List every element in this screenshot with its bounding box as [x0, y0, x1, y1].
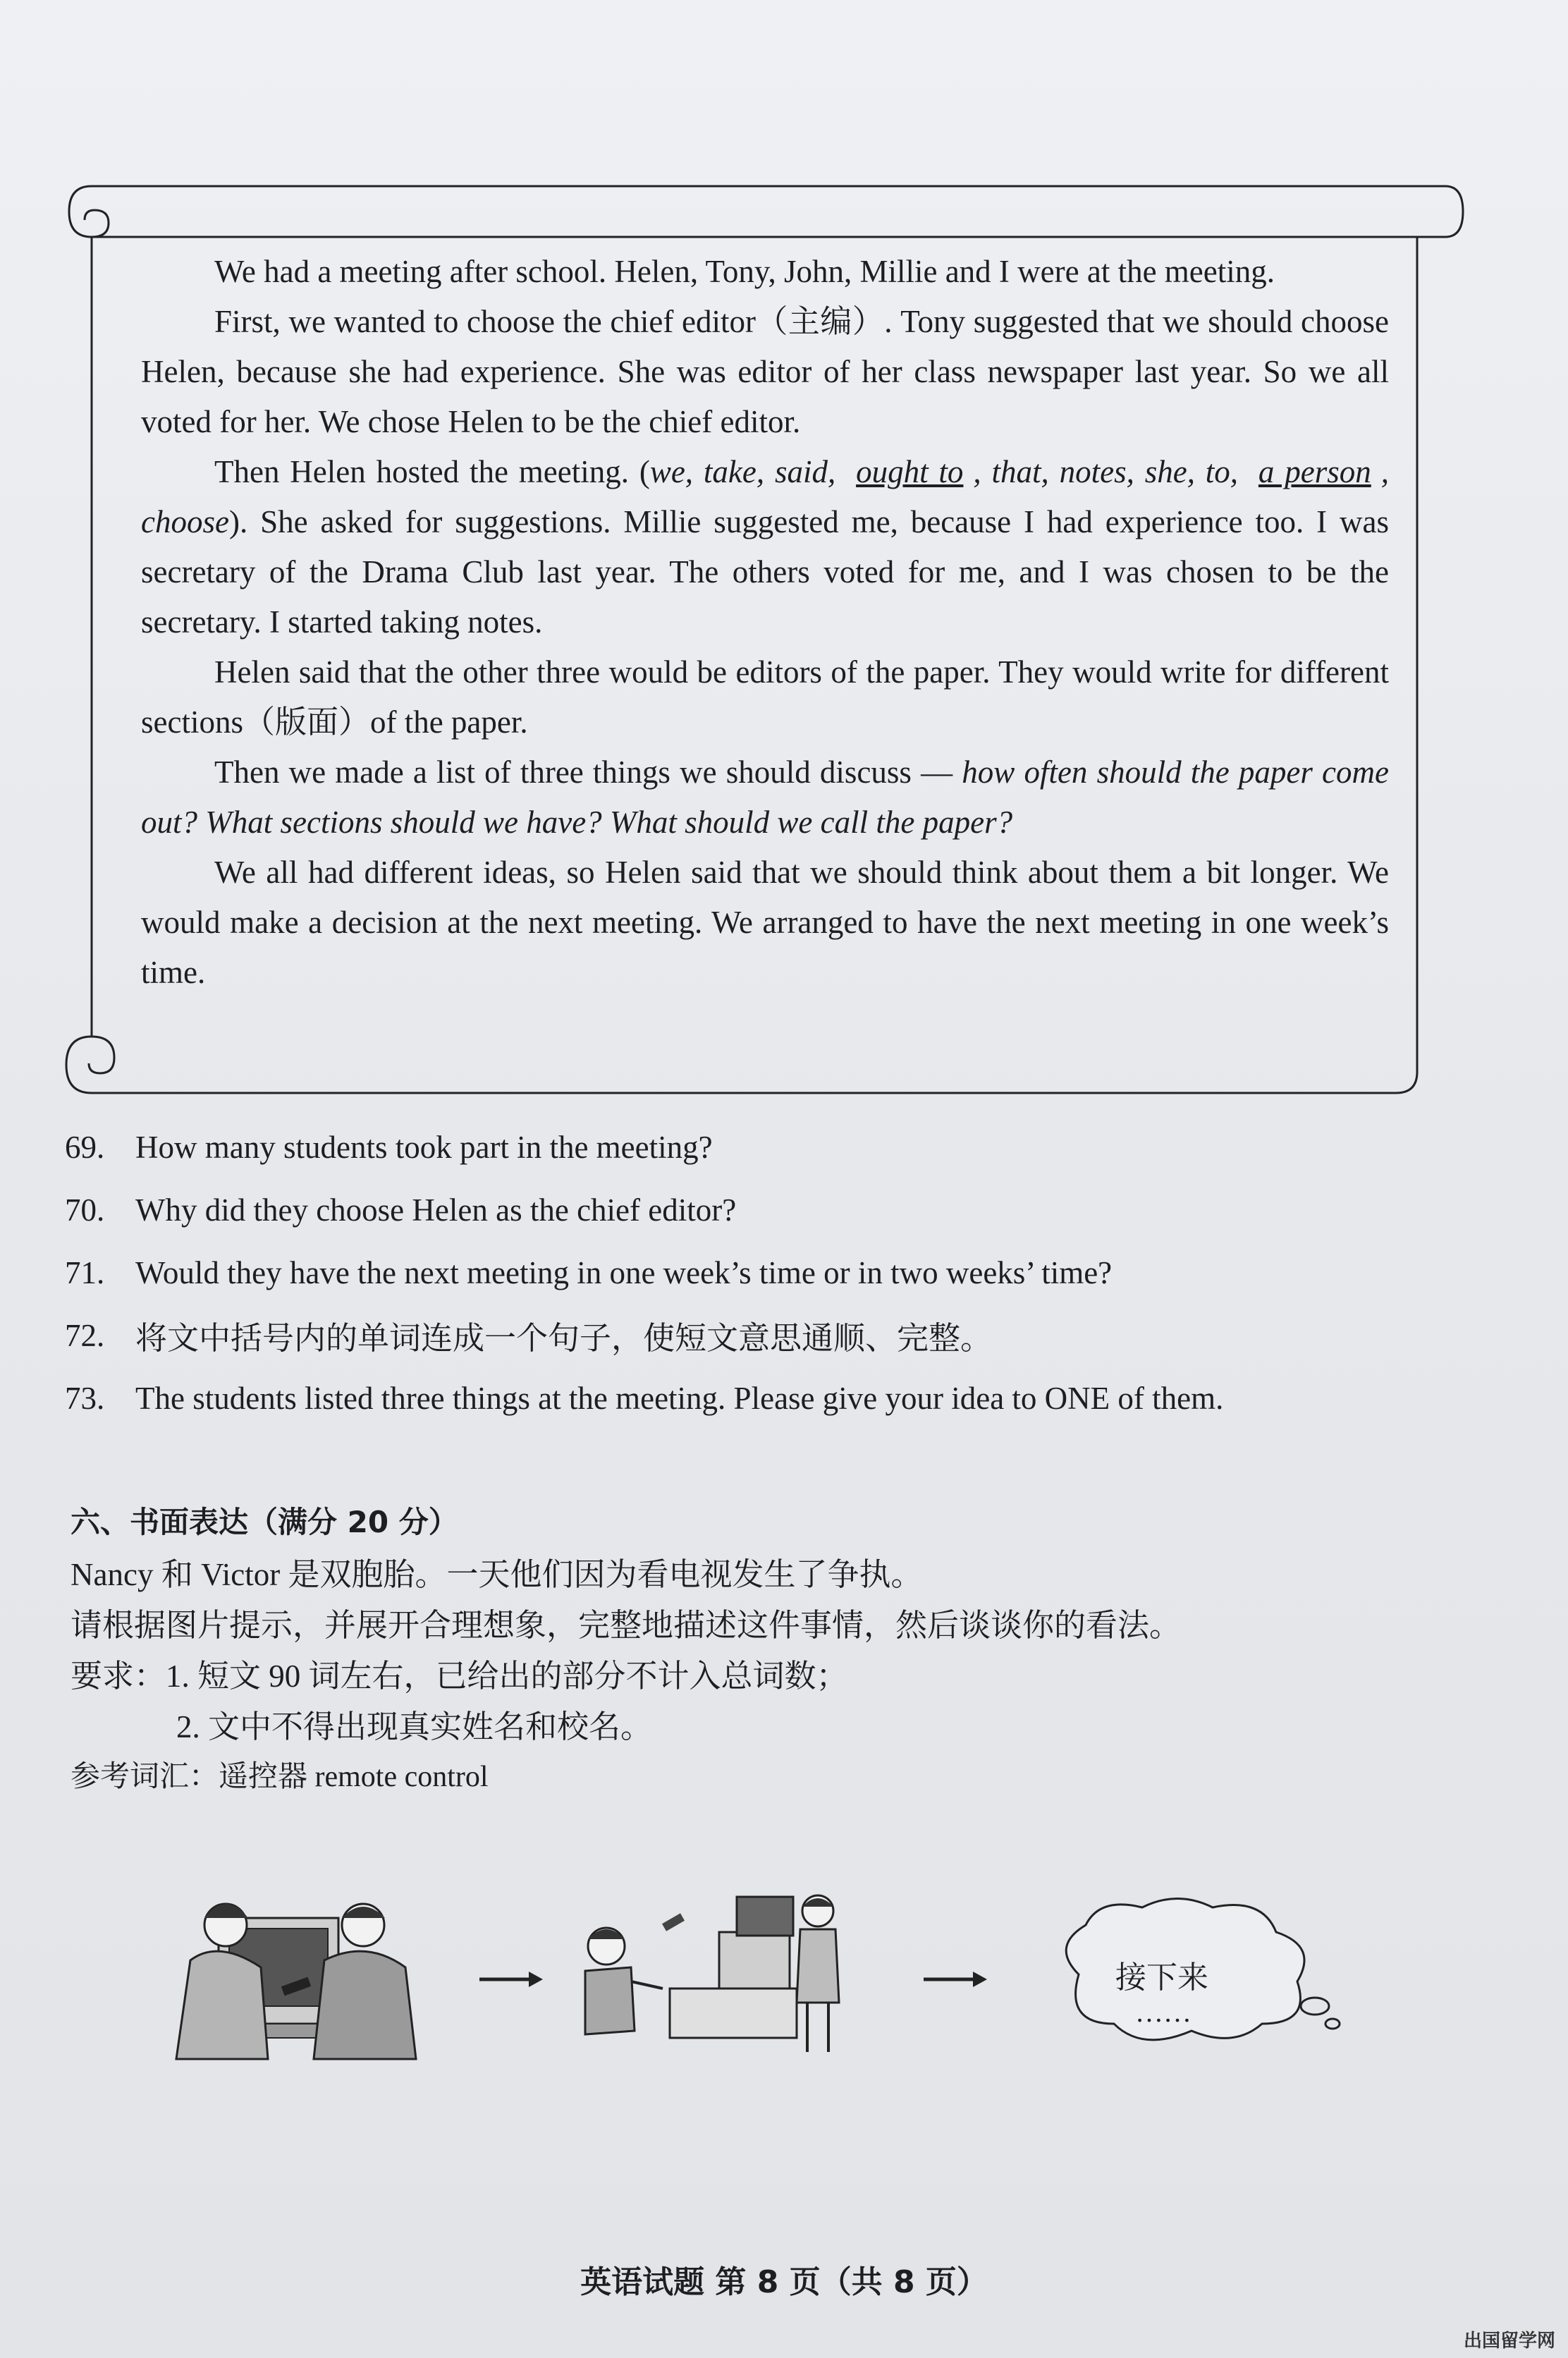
question-number: 69. [65, 1129, 105, 1165]
watermark-logo: 出国留学网 [1463, 2330, 1555, 2352]
page-footer: 英语试题 第 8 页（共 8 页） [580, 2264, 988, 2300]
bubble-dots: …… [1135, 1996, 1192, 2028]
p3-words-3: , choose [141, 454, 1390, 539]
question-text: 将文中括号内的单词连成一个句子，使短文意思通顺、完整。 [135, 1321, 993, 1356]
question-item [65, 1367, 1404, 1429]
p3-words-1: we, take, said, [649, 454, 847, 489]
question-item [65, 1304, 1404, 1367]
writing-line-1: Nancy 和 Victor 是双胞胎。一天他们因为看电视发生了争执。 [71, 1556, 923, 1592]
question-list [65, 1116, 1404, 1429]
writing-heading: 六、书面表达（满分 20 分） [71, 1505, 458, 1539]
writing-vocabulary: 参考词汇：遥控器 remote control [71, 1761, 489, 1793]
p3-blank-2: a person [1258, 454, 1371, 489]
question-item [65, 1241, 1404, 1304]
passage-paragraph-1: We had a meeting after school. Helen, Tony, John, Millie and I were at the meeting. [214, 254, 1275, 289]
writing-section [71, 1495, 1410, 1800]
writing-requirement-1: 要求：1. 短文 90 词左右，已给出的部分不计入总词数； [71, 1658, 848, 1694]
p3-tail: ). She asked for suggestions. Millie suggested me, because I had experience too. I was secretary of the Drama Club last year. The others voted for me, and I was chosen to be the secretary. I started taking notes. [141, 504, 1389, 640]
passage-paragraph-6: We all had different ideas, so Helen said that we should think about them a bit longer. We would make a decision at the next meeting. We arranged to have the next meeting in one week’s time. [141, 855, 1389, 990]
question-number: 72. [65, 1317, 105, 1353]
passage-paragraph-2: First, we wanted to choose the chief editor（主编）. Tony suggested that we should choose Helen, because she had experience. She was editor of her class newspaper last year. So we all voted for her. We chose Helen to be the chief editor. [141, 304, 1389, 439]
p5-italic: how often should the paper come out? What sections should we have? What should we call the paper? [141, 755, 1389, 840]
question-item [65, 1116, 1404, 1178]
question-number: 71. [65, 1254, 105, 1290]
p3-blank-1: ought to [856, 454, 964, 489]
arrow-right-icon [479, 1969, 543, 1990]
arrow-right-icon [924, 1969, 987, 1990]
passage-paragraph-3 [141, 447, 1389, 647]
question-text: Would they have the next meeting in one week’s time or in two weeks’ time? [135, 1254, 1113, 1290]
question-text: How many students took part in the meeting? [135, 1129, 713, 1165]
bubble-text: 接下来 [1115, 1960, 1208, 1996]
writing-requirement-2: 2. 文中不得出现真实姓名和校名。 [176, 1709, 653, 1745]
p3-lead: Then Helen hosted the meeting. ( [214, 454, 650, 489]
reading-passage [141, 247, 1389, 998]
p3-words-2: , that, notes, she, to, [973, 454, 1249, 489]
question-text: The students listed three things at the meeting. Please give your idea to ONE of them. [135, 1380, 1224, 1416]
passage-scroll-frame [63, 183, 1466, 1100]
question-item [65, 1178, 1404, 1241]
question-text: Why did they choose Helen as the chief editor? [135, 1192, 737, 1228]
question-number: 70. [65, 1192, 105, 1228]
passage-paragraph-4: Helen said that the other three would be editors of the paper. They would write for different sections（版面）of the paper. [141, 654, 1389, 740]
p5-lead: Then we made a list of three things we should discuss — [214, 755, 962, 790]
remote-throw-icon [564, 1883, 860, 2066]
passage-paragraph-5 [141, 747, 1389, 848]
question-number: 73. [65, 1380, 105, 1416]
writing-line-2: 请根据图片提示，并展开合理想象，完整地描述这件事情，然后谈谈你的看法。 [71, 1607, 1182, 1643]
twins-arguing-icon [162, 1890, 430, 2066]
picture-prompts [162, 1890, 1375, 2073]
